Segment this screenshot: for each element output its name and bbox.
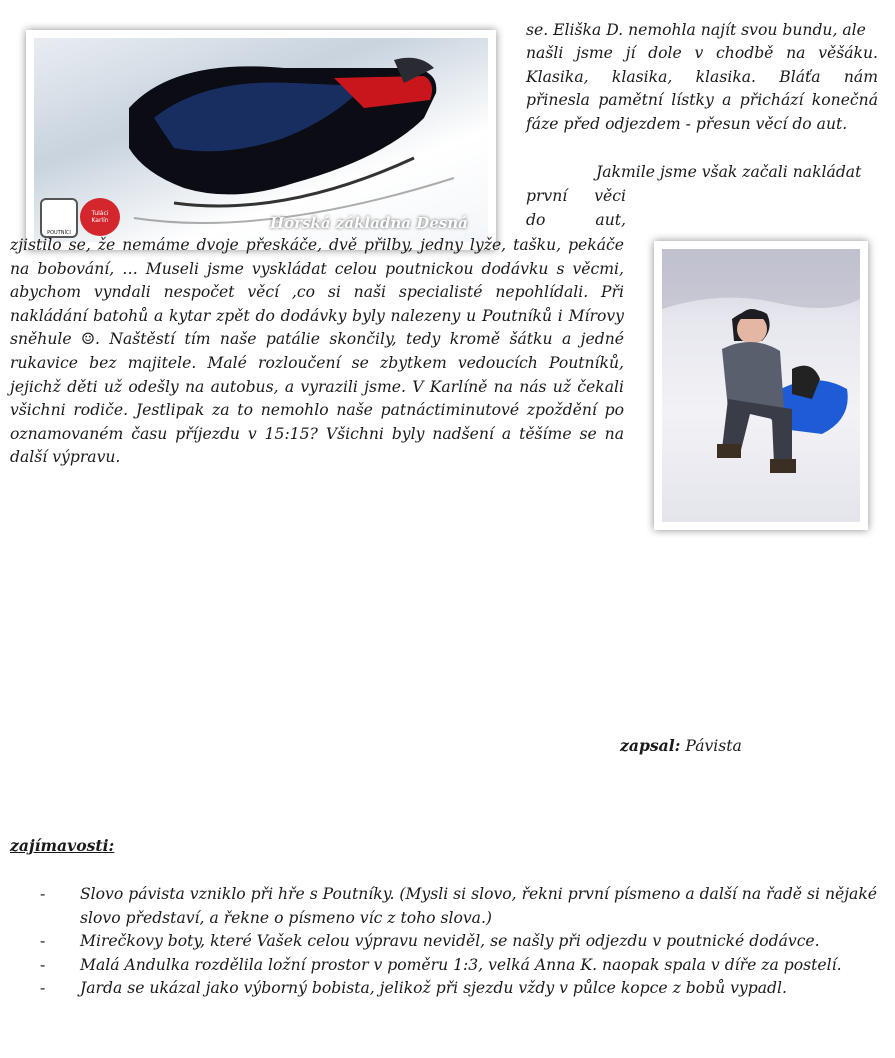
logo-poutnici-text: POUTNÍCI <box>47 230 71 236</box>
sled-illustration <box>662 249 860 522</box>
list-item: - Malá Andulka rozdělila ložní prostor v poměru 1:3, velká Anna K. naopak spala v díře za postelí. <box>40 954 880 978</box>
bullet-dash: - <box>40 885 46 903</box>
bullet-dash: - <box>40 955 46 974</box>
signature-name: Pávista <box>685 737 742 755</box>
signature <box>620 736 742 755</box>
bobsleigh-photo <box>26 30 496 250</box>
signature-label: zapsal: <box>620 736 681 755</box>
text-line-2: našli jsme jí dole v chodbě na věšáku. <box>526 44 878 62</box>
list-item: - Jarda se ukázal jako výborný bobista, jelikož při sjezdu vždy v půlce kopce z bobů vypadl. <box>40 977 880 1001</box>
trivia-list <box>40 883 880 1001</box>
text-short-line-1: první věci <box>526 187 626 205</box>
body-paragraph: zjistilo se, že nemáme dvoje přeskáče, dvě přilby, jedny lyže, tašku, pekáče na bobování, … Museli jsme vyskládat celou poutnickou dodávku s věcmi, abychom vyndali nespočet věcí ,co si naši specialisté nepohlídali. Při nakládání batohů a kytar zpět do dodávky byly nalezeny u Poutníků i Mírovy sněhule ☺. Naštěstí tím naše patálie skončily, tedy kromě šátku a jedné rukavice bez majitele. Malé rozloučení se zbytkem vedoucích Poutníků, jejichž děti už odešly na autobus, a vyrazili jsme. V Karlíně na nás už čekali všichni rodiče. Jestlipak za to nemohlo naše patnáctiminutové zpoždění po oznamovaném času příjezdu v 15:15? Všichni byly nadšení a těšíme se na další výpravu. <box>10 236 624 467</box>
trivia-heading: zajímavosti: <box>10 836 115 855</box>
text-line-5: fáze před odjezdem - přesun věcí do aut. <box>526 115 848 133</box>
logo-tulaci <box>80 198 120 236</box>
sled-photo <box>654 241 868 530</box>
text-short-line-2: do aut, <box>526 211 626 229</box>
list-item: - Slovo pávista vzniklo při hře s Poutníky. (Mysli si slovo, řekni první písmeno a další na řadě si nějaké slovo představí, a řekne o písmeno víc z toho slova.) <box>40 885 878 927</box>
text-line-3: Klasika, klasika, klasika. Bláťa nám <box>526 68 878 86</box>
bullet-dash: - <box>40 932 46 951</box>
logo-tulaci-text: Tuláci Karlín <box>91 210 109 224</box>
text-indent-line: Jakmile jsme však začali nakládat <box>596 163 862 181</box>
bullet-dash: - <box>40 979 46 998</box>
photo-caption: Horská základna Desná <box>270 214 468 232</box>
logo-poutnici <box>40 198 78 238</box>
text-line-1: se. Eliška D. nemohla najít svou bundu, ale <box>526 21 866 39</box>
list-item: - Mirečkovy boty, které Vašek celou výpravu neviděl, se našly při odjezdu v poutnické dodávce. <box>40 930 880 954</box>
text-line-4: přinesla pamětní lístky a přichází konečná <box>526 91 878 109</box>
